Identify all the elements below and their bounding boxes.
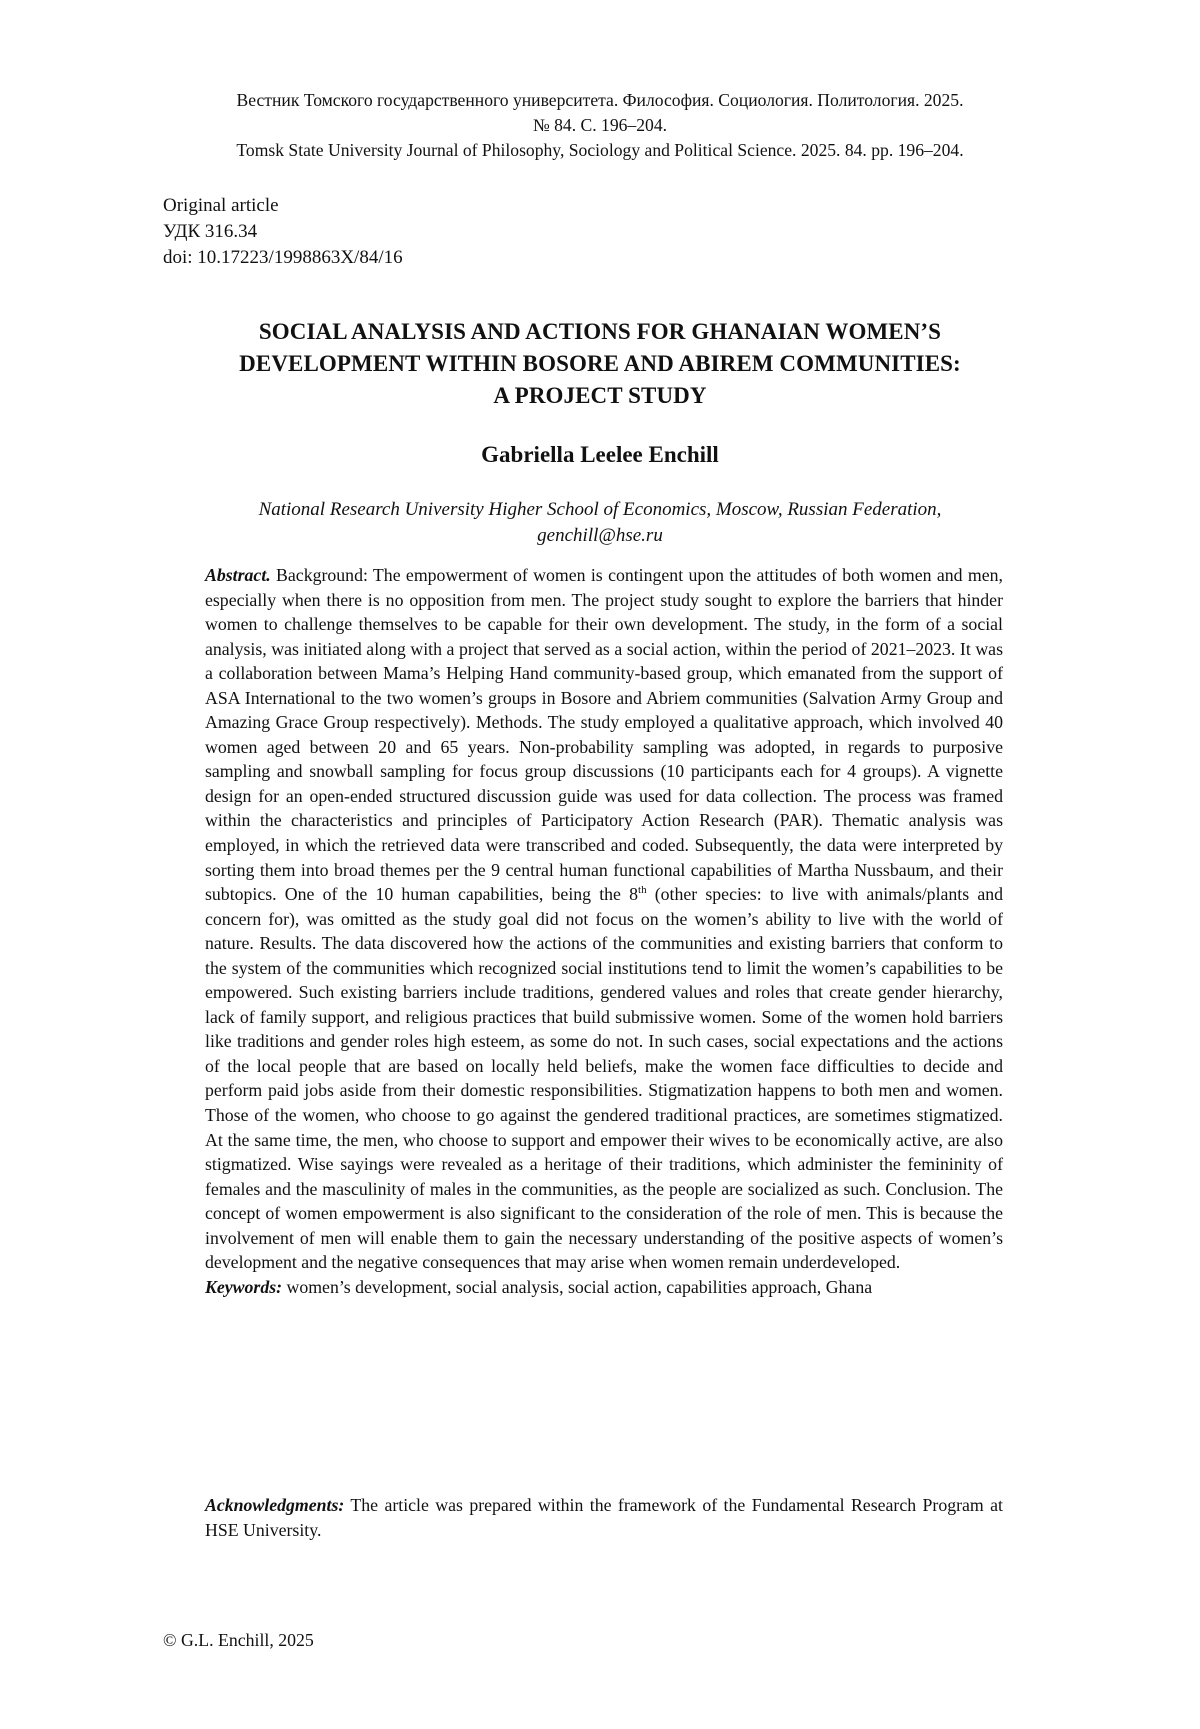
article-meta: [163, 193, 403, 271]
acknowledgments-paragraph: [205, 1493, 1003, 1542]
author-name: Gabriella Leelee Enchill: [481, 442, 719, 467]
journal-header: [150, 88, 1050, 163]
author-affiliation: [150, 497, 1050, 549]
author-email: genchill@hse.ru: [537, 525, 663, 546]
acknowledgments-label: Acknowledgments:: [205, 1495, 345, 1515]
journal-issue-pages-russian: № 84. С. 196–204.: [532, 115, 668, 135]
abstract-superscript: th: [638, 884, 647, 897]
udk-code: УДК 316.34: [163, 221, 258, 242]
abstract-paragraph: [205, 563, 1003, 1275]
title-line-1: SOCIAL ANALYSIS AND ACTIONS FOR GHANAIAN WOMEN’S: [258, 319, 942, 344]
keywords-label: Keywords:: [205, 1276, 283, 1297]
article-type: Original article: [163, 195, 279, 216]
abstract-text-part-1: Background: The empowerment of women is contingent upon the attitudes of both women and men, especially when there is no opposition from men. The project study sought to explore the barriers that hinder women to challenge themselves to be capable for their own development. The study, in the form of a social analysis, was initiated along with a project that served as a social action, within the period of 2021–2023. It was a collaboration between Mama’s Helping Hand community-based group, which emanated from the support of ASA International to the two women’s groups in Bosore and Abriem communities (Salvation Army Group and Amazing Grace Group respectively). Methods. The study employed a qualitative approach, which involved 40 women aged between 20 and 65 years. Non-probability sampling was adopted, in regards to purposive sampling and snowball sampling for focus group discussions (10 participants each for 4 groups). A vignette design for an open-ended structured discussion guide was used for data collection. The process was framed within the characteristics and principles of Participatory Action Research (PAR). Thematic analysis was employed, in which the retrieved data were transcribed and coded. Subsequently, the data were interpreted by sorting them into broad themes per the 9 central human functional capabilities of Martha Nussbaum, and their subtopics. One of the 10 human capabilities, being the 8: [205, 565, 1003, 905]
affiliation-institution: National Research University Higher School of Economics, Moscow, Russian Federation,: [258, 499, 942, 520]
title-line-2: DEVELOPMENT WITHIN BOSORE AND ABIREM COMMUNITIES:: [239, 351, 961, 376]
abstract-text-part-2: (other species: to live with animals/plants and concern for), was omitted as the study goal did not focus on the women’s ability to live with the world of nature. Results. The data discovered how the actions of the communities and existing barriers that conform to the system of the communities which recognized social institutions tend to limit the women’s capabilities to be empowered. Such existing barriers include traditions, gendered values and roles that create gender hierarchy, lack of family support, and religious practices that build submissive women. Some of the women hold barriers like traditions and gender roles high esteem, as some do not. In such cases, social expectations and the actions of the local people that are based on locally held beliefs, make the women face difficulties to decide and perform paid jobs aside from their domestic responsibilities. Stigmatization happens to both men and women. Those of the women, who choose to go against the gendered traditional practices, are sometimes stigmatized. At the same time, the men, who choose to support and empower their wives to be economically active, are also stigmatized. Wise sayings were revealed as a heritage of their traditions, which administer the femininity of females and the masculinity of males in the communities, as the people are socialized as such. Conclusion. The concept of women empowerment is also significant to the consideration of the role of men. This is because the involvement of men will enable them to gain the necessary understanding of the positive aspects of women’s development and the negative consequences that may arise when women remain underdeveloped.: [205, 884, 1003, 1273]
doi: doi: 10.17223/1998863X/84/16: [163, 247, 403, 268]
keywords-paragraph: [205, 1275, 1003, 1300]
journal-citation-russian: Вестник Томского государственного университета. Философия. Социология. Политология. 2025.: [236, 90, 964, 110]
journal-citation-english: Tomsk State University Journal of Philosophy, Sociology and Political Science. 2025. 84. pp. 196–204.: [236, 140, 964, 160]
copyright-notice: © G.L. Enchill, 2025: [163, 1630, 314, 1650]
acknowledgments-section: [205, 1493, 1003, 1542]
title-line-3: A PROJECT STUDY: [493, 383, 707, 408]
article-title: [120, 316, 1080, 412]
acknowledgments-text: The article was prepared within the framework of the Fundamental Research Program at HSE University.: [205, 1495, 1003, 1540]
abstract-section: [205, 563, 1003, 1299]
abstract-label: Abstract.: [205, 565, 271, 585]
keywords-text: women’s development, social analysis, social action, capabilities approach, Ghana: [282, 1276, 873, 1297]
